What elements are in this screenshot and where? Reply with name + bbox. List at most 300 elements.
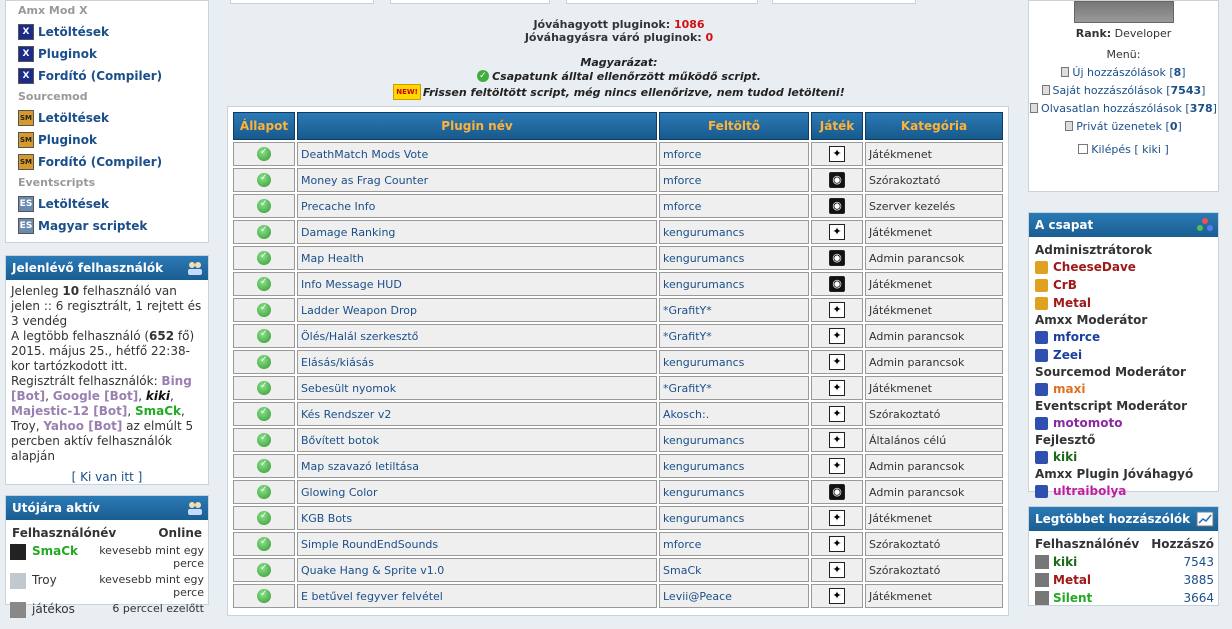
steam-icon: ◉ bbox=[829, 198, 845, 214]
plugin-table-body bbox=[233, 142, 1003, 608]
steam-icon: ◉ bbox=[829, 484, 845, 500]
counter-strike-icon: ✦ bbox=[829, 302, 845, 318]
category-cell: Játékmenet bbox=[865, 376, 1003, 400]
legend-ok-text: Csapatunk álltal ellenőrzött működő script. bbox=[492, 70, 761, 83]
team-member[interactable] bbox=[1035, 276, 1212, 294]
steam-icon: ◉ bbox=[829, 172, 845, 188]
game-cell bbox=[811, 350, 863, 374]
plugin-name-link[interactable]: E betűvel fegyver felvétel bbox=[297, 584, 657, 608]
game-cell bbox=[811, 142, 863, 166]
download-link[interactable] bbox=[6, 215, 208, 237]
uploader-link[interactable]: mforce bbox=[659, 142, 809, 166]
logout-icon bbox=[1078, 144, 1088, 154]
uploader-link[interactable]: SmaCk bbox=[659, 558, 809, 582]
separator: , bbox=[170, 389, 174, 403]
top-posters-header bbox=[1029, 507, 1218, 531]
category-cell: Általános célú bbox=[865, 428, 1003, 452]
uploader-link[interactable]: *GrafitY* bbox=[659, 376, 809, 400]
team-list bbox=[1029, 237, 1218, 505]
post-count[interactable]: 7543 bbox=[1183, 555, 1214, 569]
table-row bbox=[233, 220, 1003, 244]
uploader-link[interactable]: kengurumancs bbox=[659, 220, 809, 244]
checkmark-icon bbox=[257, 251, 271, 265]
download-link-label: Fordító (Compiler) bbox=[38, 155, 163, 169]
profile-menu-count: 378 bbox=[1189, 102, 1213, 115]
rank-label: Rank: bbox=[1075, 27, 1112, 40]
eventscripts-icon: ES bbox=[18, 196, 34, 212]
checkmark-icon bbox=[257, 433, 271, 447]
plugin-name-link[interactable]: Elásás/kiásás bbox=[297, 350, 657, 374]
profile-menu-link[interactable] bbox=[1029, 102, 1218, 115]
counter-strike-icon: ✦ bbox=[829, 510, 845, 526]
status-cell bbox=[233, 584, 295, 608]
download-group-title: Sourcemod bbox=[18, 90, 88, 103]
uploader-link[interactable]: *GrafitY* bbox=[659, 324, 809, 348]
col-posts: Hozzászó bbox=[1151, 537, 1214, 551]
menu-title: Menü: bbox=[1106, 48, 1141, 61]
right-sidebar bbox=[1028, 0, 1219, 606]
plugin-name-link[interactable]: DeathMatch Mods Vote bbox=[297, 142, 657, 166]
plugin-name-link[interactable]: Precache Info bbox=[297, 194, 657, 218]
avatar bbox=[10, 544, 26, 560]
status-cell bbox=[233, 246, 295, 270]
uploader-link[interactable]: kengurumancs bbox=[659, 454, 809, 478]
top-tabs bbox=[230, 0, 1010, 6]
profile-menu-end: ] bbox=[1212, 102, 1217, 115]
category-cell: Admin parancsok bbox=[865, 480, 1003, 504]
download-link[interactable] bbox=[6, 129, 208, 151]
left-sidebar bbox=[5, 0, 209, 616]
online-text: Jelenleg bbox=[11, 284, 63, 298]
checkmark-icon bbox=[257, 329, 271, 343]
table-row bbox=[233, 142, 1003, 166]
profile-panel bbox=[1028, 0, 1219, 192]
counter-strike-icon: ✦ bbox=[829, 406, 845, 422]
team-role: Sourcemod Moderátor bbox=[1035, 365, 1186, 379]
team-member[interactable] bbox=[1035, 258, 1212, 276]
table-row bbox=[233, 298, 1003, 322]
recently-active-header bbox=[6, 496, 208, 520]
registered-user-link[interactable]: Troy bbox=[11, 419, 36, 433]
profile-menu-label: Privát üzenetek [ bbox=[1076, 120, 1170, 133]
separator: , bbox=[181, 404, 185, 418]
profile-menu-link[interactable] bbox=[1029, 84, 1218, 97]
user-link[interactable]: kiki bbox=[1053, 555, 1078, 569]
profile-menu-count: 8 bbox=[1173, 66, 1182, 79]
status-cell bbox=[233, 376, 295, 400]
plugin-name-link[interactable]: Simple RoundEndSounds bbox=[297, 532, 657, 556]
download-link-label: Fordító (Compiler) bbox=[38, 69, 163, 83]
approved-label: Jóváhagyott pluginok: bbox=[533, 18, 674, 31]
status-cell bbox=[233, 506, 295, 530]
download-group-title: Eventscripts bbox=[18, 176, 96, 189]
uploader-link[interactable]: kengurumancs bbox=[659, 506, 809, 530]
uploader-link[interactable]: mforce bbox=[659, 532, 809, 556]
registered-user-link[interactable]: kiki bbox=[145, 389, 171, 403]
plugin-name-link[interactable]: Damage Ranking bbox=[297, 220, 657, 244]
legend-new-row bbox=[224, 84, 1014, 100]
table-row bbox=[233, 558, 1003, 582]
checkmark-icon bbox=[257, 381, 271, 395]
counter-strike-icon: ✦ bbox=[829, 458, 845, 474]
checkmark-icon bbox=[257, 277, 271, 291]
checkmark-icon bbox=[257, 355, 271, 369]
game-cell bbox=[811, 454, 863, 478]
plugin-name-link[interactable]: Money as Frag Counter bbox=[297, 168, 657, 192]
pending-stat bbox=[224, 31, 1014, 44]
team-member[interactable] bbox=[1035, 346, 1212, 364]
team-header bbox=[1029, 213, 1218, 237]
counter-strike-icon: ✦ bbox=[829, 146, 845, 162]
team-member[interactable] bbox=[1035, 380, 1212, 398]
team-member[interactable] bbox=[1035, 414, 1212, 432]
post-count[interactable]: 3664 bbox=[1183, 591, 1214, 605]
plugin-name-link[interactable]: Map Health bbox=[297, 246, 657, 270]
checkmark-icon bbox=[257, 563, 271, 577]
status-cell bbox=[233, 194, 295, 218]
user-icon bbox=[1035, 331, 1048, 344]
category-cell: Admin parancsok bbox=[865, 246, 1003, 270]
table-row bbox=[233, 402, 1003, 426]
team-member-name: motomoto bbox=[1053, 416, 1123, 430]
uploader-link[interactable]: kengurumancs bbox=[659, 272, 809, 296]
game-cell bbox=[811, 402, 863, 426]
checkmark-icon bbox=[257, 173, 271, 187]
category-cell: Szórakoztató bbox=[865, 402, 1003, 426]
plugin-name-link[interactable]: Map szavazó letiltása bbox=[297, 454, 657, 478]
avatar bbox=[1035, 573, 1049, 587]
list-item bbox=[1029, 553, 1218, 571]
amx-icon: X bbox=[18, 46, 34, 62]
col-header-4[interactable]: Kategória bbox=[865, 112, 1003, 140]
status-cell bbox=[233, 402, 295, 426]
team-role: Amxx Moderátor bbox=[1035, 313, 1148, 327]
table-row bbox=[233, 428, 1003, 452]
table-row bbox=[233, 376, 1003, 400]
uploader-link[interactable]: mforce bbox=[659, 194, 809, 218]
counter-strike-icon: ✦ bbox=[829, 562, 845, 578]
team-panel bbox=[1028, 212, 1219, 498]
team-role: Amxx Plugin Jóváhagyó bbox=[1035, 467, 1194, 481]
game-cell bbox=[811, 376, 863, 400]
profile-menu-link[interactable] bbox=[1029, 66, 1218, 79]
game-cell bbox=[811, 480, 863, 504]
game-cell bbox=[811, 584, 863, 608]
rank bbox=[1029, 27, 1218, 40]
profile-menu-label: Új hozzászólások [ bbox=[1072, 66, 1174, 79]
registered-user-link[interactable]: Majestic-12 [Bot] bbox=[11, 404, 128, 418]
category-cell: Játékmenet bbox=[865, 584, 1003, 608]
amx-icon: X bbox=[18, 24, 34, 40]
plugin-name-link[interactable]: Kés Rendszer v2 bbox=[297, 402, 657, 426]
download-link-label: Magyar scriptek bbox=[38, 219, 148, 233]
top-tab-4[interactable] bbox=[772, 0, 916, 4]
rank-value: Developer bbox=[1111, 27, 1172, 40]
separator: , bbox=[127, 404, 135, 418]
team-member-name: mforce bbox=[1053, 330, 1101, 344]
top-tab-3[interactable] bbox=[566, 0, 758, 4]
steam-icon: ◉ bbox=[829, 250, 845, 266]
download-link-label: Pluginok bbox=[38, 47, 97, 61]
col-username: Felhasználónév bbox=[12, 526, 117, 540]
col-header-3[interactable]: Játék bbox=[811, 112, 863, 140]
online-time: kevesebb mint egy perce bbox=[99, 544, 204, 570]
registered-user-link[interactable]: Yahoo [Bot] bbox=[43, 419, 123, 433]
user-link[interactable]: SmaCk bbox=[32, 544, 79, 558]
avatar bbox=[1035, 591, 1049, 605]
record-text: A legtöbb felhasználó ( bbox=[11, 329, 150, 343]
game-cell bbox=[811, 558, 863, 582]
checkmark-icon bbox=[257, 537, 271, 551]
game-cell bbox=[811, 220, 863, 244]
table-row bbox=[233, 194, 1003, 218]
status-cell bbox=[233, 142, 295, 166]
download-link-label: Letöltések bbox=[38, 197, 110, 211]
uploader-link[interactable]: kengurumancs bbox=[659, 428, 809, 452]
recently-active-list bbox=[6, 542, 208, 629]
top-posters-panel bbox=[1028, 506, 1219, 606]
checkmark-icon bbox=[257, 303, 271, 317]
download-link[interactable] bbox=[6, 151, 208, 173]
plugin-name-link[interactable]: Ladder Weapon Drop bbox=[297, 298, 657, 322]
plugin-name-link[interactable]: Sebesült nyomok bbox=[297, 376, 657, 400]
top-posters-columns bbox=[1029, 531, 1218, 553]
status-cell bbox=[233, 350, 295, 374]
status-cell bbox=[233, 480, 295, 504]
uploader-link[interactable]: kengurumancs bbox=[659, 246, 809, 270]
game-cell bbox=[811, 168, 863, 192]
registered-user-link[interactable]: SmaCk bbox=[135, 404, 182, 418]
user-link[interactable]: Silent bbox=[1053, 591, 1093, 605]
uploader-link[interactable]: kengurumancs bbox=[659, 350, 809, 374]
online-users-body bbox=[6, 280, 208, 489]
avatar bbox=[10, 573, 26, 589]
user-link[interactable]: Troy bbox=[32, 573, 57, 587]
amx-icon: X bbox=[18, 68, 34, 84]
table-header-row bbox=[233, 112, 1003, 140]
table-row bbox=[233, 168, 1003, 192]
document-icon bbox=[1030, 103, 1038, 113]
logout-link[interactable] bbox=[1029, 143, 1218, 156]
download-link[interactable] bbox=[6, 65, 208, 87]
team-member-name: Metal bbox=[1053, 296, 1092, 310]
team-member-name: kiki bbox=[1053, 450, 1078, 464]
profile-menu-end: ] bbox=[1177, 120, 1182, 133]
user-link[interactable]: játékos bbox=[32, 602, 75, 616]
top-posters-title: Legtöbbet hozzászólók bbox=[1035, 512, 1191, 526]
counter-strike-icon: ✦ bbox=[829, 536, 845, 552]
list-item bbox=[6, 542, 208, 571]
checkmark-icon bbox=[257, 199, 271, 213]
legend bbox=[224, 56, 1014, 100]
plugin-name-link[interactable]: Quake Hang & Sprite v1.0 bbox=[297, 558, 657, 582]
plugin-table-container bbox=[227, 106, 1009, 616]
user-icon bbox=[1035, 451, 1048, 464]
uploader-link[interactable]: *GrafitY* bbox=[659, 298, 809, 322]
approved-count: 1086 bbox=[673, 18, 705, 31]
registered-label: Regisztrált felhasználók: bbox=[11, 374, 162, 388]
status-cell bbox=[233, 272, 295, 296]
team-role: Fejlesztő bbox=[1035, 433, 1096, 447]
registered-user-link[interactable]: Bing [Bot] bbox=[11, 374, 192, 403]
team-member[interactable] bbox=[1035, 448, 1212, 466]
user-icon bbox=[1035, 417, 1048, 430]
game-cell bbox=[811, 246, 863, 270]
download-link[interactable] bbox=[6, 21, 208, 43]
status-cell bbox=[233, 324, 295, 348]
legend-new-text: Frissen feltöltött script, még nincs ellenőrizve, nem tudod letölteni! bbox=[422, 86, 845, 99]
category-cell: Admin parancsok bbox=[865, 324, 1003, 348]
users-icon bbox=[186, 500, 204, 516]
online-text-2: felhasználó van jelen :: 6 regisztrált, 1 rejtett és 3 vendég bbox=[11, 284, 202, 328]
category-cell: Játékmenet bbox=[865, 506, 1003, 530]
profile-menu-end: ] bbox=[1181, 66, 1186, 79]
download-link[interactable] bbox=[6, 107, 208, 129]
team-member[interactable] bbox=[1035, 294, 1212, 312]
recently-active-title: Utójára aktív bbox=[12, 501, 100, 515]
status-cell bbox=[233, 220, 295, 244]
plugin-name-link[interactable]: Ölés/Halál szerkesztő bbox=[297, 324, 657, 348]
top-posters-list bbox=[1029, 553, 1218, 607]
table-row bbox=[233, 480, 1003, 504]
team-member-name: Zeei bbox=[1053, 348, 1083, 362]
col-header-2[interactable]: Feltöltő bbox=[659, 112, 809, 140]
team-member[interactable] bbox=[1035, 482, 1212, 500]
list-item bbox=[6, 571, 208, 600]
game-cell bbox=[811, 324, 863, 348]
uploader-link[interactable]: kengurumancs bbox=[659, 480, 809, 504]
status-cell bbox=[233, 428, 295, 452]
new-badge-icon: NEW! bbox=[393, 84, 421, 100]
legend-title: Magyarázat: bbox=[580, 56, 658, 69]
download-link[interactable] bbox=[6, 43, 208, 65]
status-cell bbox=[233, 454, 295, 478]
online-users-panel bbox=[5, 255, 209, 485]
record-text-2: fő) 2015. május 25., hétfő 22:38-kor tartózkodott itt. bbox=[11, 329, 195, 373]
legend-ok-row bbox=[224, 70, 1014, 84]
avatar bbox=[1035, 555, 1049, 569]
user-link[interactable]: Metal bbox=[1053, 573, 1092, 587]
team-member-name: CheeseDave bbox=[1053, 260, 1136, 274]
profile-menu-link[interactable] bbox=[1029, 120, 1218, 133]
table-row bbox=[233, 454, 1003, 478]
col-header-1[interactable]: Plugin név bbox=[297, 112, 657, 140]
plugin-stats bbox=[224, 18, 1014, 44]
user-icon bbox=[1035, 297, 1048, 310]
checkmark-icon bbox=[257, 147, 271, 161]
category-cell: Szórakoztató bbox=[865, 532, 1003, 556]
plugin-table bbox=[231, 110, 1005, 610]
team-member-name: CrB bbox=[1053, 278, 1077, 292]
team-member-name: maxi bbox=[1053, 382, 1086, 396]
uploader-link[interactable]: mforce bbox=[659, 168, 809, 192]
separator: , bbox=[35, 419, 44, 433]
plugin-name-link[interactable]: Info Message HUD bbox=[297, 272, 657, 296]
logout-label: Kilépés [ kiki ] bbox=[1091, 143, 1169, 156]
avatar bbox=[10, 602, 26, 618]
counter-strike-icon: ✦ bbox=[829, 588, 845, 604]
table-row bbox=[233, 324, 1003, 348]
uploader-link[interactable]: Levii@Peace bbox=[659, 584, 809, 608]
counter-strike-icon: ✦ bbox=[829, 328, 845, 344]
category-cell: Szórakoztató bbox=[865, 558, 1003, 582]
category-cell: Admin parancsok bbox=[865, 350, 1003, 374]
category-cell: Játékmenet bbox=[865, 298, 1003, 322]
online-time: 6 perccel ezelőtt bbox=[112, 602, 204, 615]
download-link[interactable] bbox=[6, 193, 208, 215]
users-icon bbox=[186, 260, 204, 276]
user-icon bbox=[1035, 485, 1048, 498]
separator: , bbox=[138, 389, 146, 403]
team-role: Adminisztrátorok bbox=[1035, 243, 1153, 257]
category-cell: Játékmenet bbox=[865, 142, 1003, 166]
pending-count: 0 bbox=[705, 31, 714, 44]
profile-menu-label: Saját hozzászólások [ bbox=[1052, 84, 1171, 97]
checkmark-icon bbox=[257, 225, 271, 239]
checkmark-icon bbox=[257, 459, 271, 473]
team-icon bbox=[1196, 217, 1214, 233]
table-row bbox=[233, 584, 1003, 608]
category-cell: Játékmenet bbox=[865, 220, 1003, 244]
profile-menu-end: ] bbox=[1201, 84, 1206, 97]
pending-label: Jóváhagyásra váró pluginok: bbox=[524, 31, 706, 44]
top-tab-2[interactable] bbox=[390, 0, 550, 4]
status-cell bbox=[233, 298, 295, 322]
profile-menu bbox=[1029, 66, 1218, 133]
table-row bbox=[233, 350, 1003, 374]
user-icon bbox=[1035, 261, 1048, 274]
separator: , bbox=[45, 389, 53, 403]
game-cell bbox=[811, 272, 863, 296]
checkmark-icon bbox=[257, 589, 271, 603]
category-cell: Játékmenet bbox=[865, 272, 1003, 296]
eventscripts-icon: ES bbox=[18, 218, 34, 234]
sourcemod-icon: SM bbox=[18, 132, 34, 148]
registered-suffix: az elmúlt 5 percben aktív felhasználók alapján bbox=[11, 419, 194, 463]
plugin-name-link[interactable]: KGB Bots bbox=[297, 506, 657, 530]
category-cell: Szerver kezelés bbox=[865, 194, 1003, 218]
post-count[interactable]: 3885 bbox=[1183, 573, 1214, 587]
plugin-name-link[interactable]: Glowing Color bbox=[297, 480, 657, 504]
list-item bbox=[6, 600, 208, 629]
counter-strike-icon: ✦ bbox=[829, 380, 845, 396]
online-count: 10 bbox=[62, 284, 80, 298]
col-header-0[interactable]: Állapot bbox=[233, 112, 295, 140]
counter-strike-icon: ✦ bbox=[829, 224, 845, 240]
top-tab-1[interactable] bbox=[230, 0, 374, 4]
table-row bbox=[233, 246, 1003, 270]
plugin-name-link[interactable]: Bővített botok bbox=[297, 428, 657, 452]
registered-user-link[interactable]: Google [Bot] bbox=[52, 389, 139, 403]
game-cell bbox=[811, 506, 863, 530]
team-member[interactable] bbox=[1035, 328, 1212, 346]
whois-link[interactable]: [ Ki van itt ] bbox=[71, 470, 143, 484]
downloads-panel bbox=[5, 0, 209, 243]
approved-stat bbox=[224, 18, 1014, 31]
document-icon bbox=[1065, 121, 1073, 131]
counter-strike-icon: ✦ bbox=[829, 432, 845, 448]
team-role: Eventscript Moderátor bbox=[1035, 399, 1188, 413]
status-cell bbox=[233, 532, 295, 556]
table-row bbox=[233, 532, 1003, 556]
chart-icon bbox=[1196, 511, 1214, 527]
user-icon bbox=[1035, 349, 1048, 362]
status-cell bbox=[233, 168, 295, 192]
game-cell bbox=[811, 298, 863, 322]
table-row bbox=[233, 272, 1003, 296]
uploader-link[interactable]: Akosch:. bbox=[659, 402, 809, 426]
steam-icon: ◉ bbox=[829, 276, 845, 292]
